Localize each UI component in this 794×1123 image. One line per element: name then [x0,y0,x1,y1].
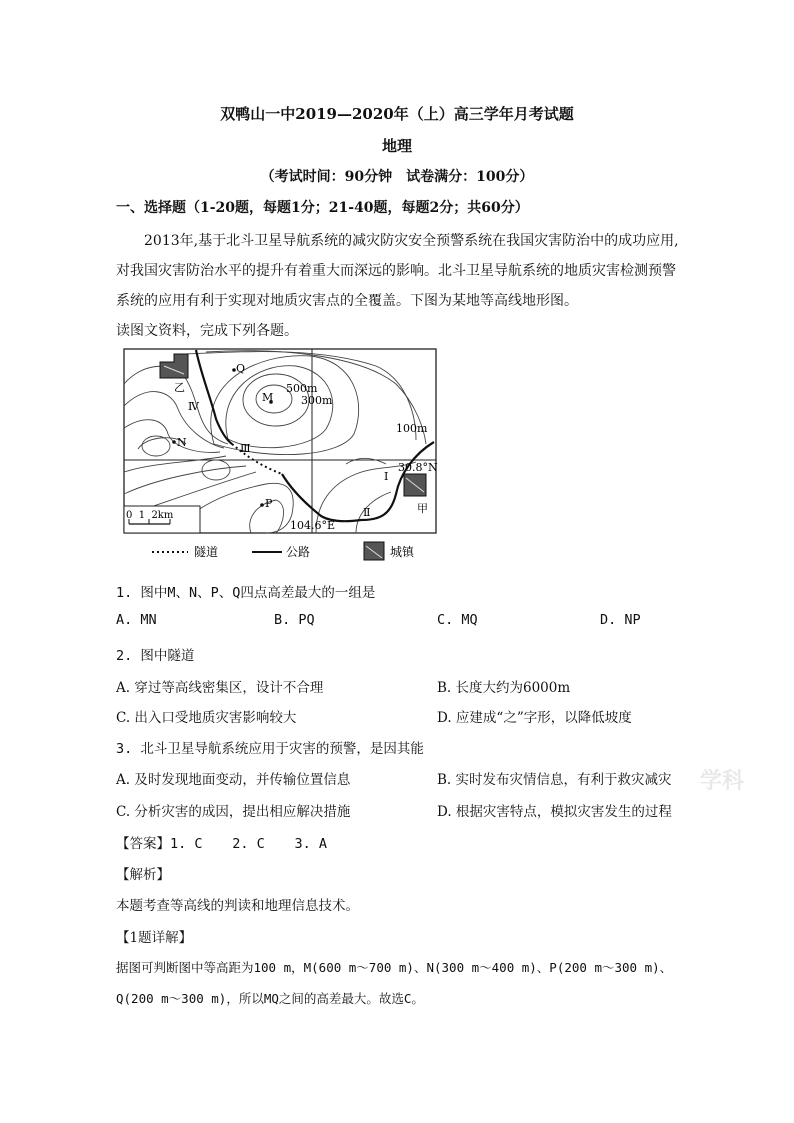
contour-map [116,344,446,569]
question-2-option-c: C. 出入口受地质灾害影响较大 [116,710,297,726]
question-3-stem: 3. 北斗卫星导航系统应用于灾害的预警，是因其能 [116,741,424,757]
road-i-label: Ⅰ [384,470,389,483]
question-2-stem: 2. 图中隧道 [116,648,195,664]
contour-300-label: 300m [301,394,333,407]
map-legend [152,542,415,560]
legend-tunnel-label: 隧道 [194,545,219,559]
question-2-option-a: A. 穿过等高线密集区，设计不合理 [116,680,324,696]
point-p-dot [260,503,264,507]
section-heading: 一、选择题（1-20题，每题1分；21-40题，每题2分；共60分） [116,200,529,216]
point-p-label: P [265,497,273,510]
question-2-option-b: B. 长度大约为6000m [437,680,571,696]
point-n-dot [172,440,176,444]
answer-label: 【答案】 [116,836,170,852]
question-3-option-c: C. 分析灾害的成因，提出相应解决措施 [116,804,351,820]
detail-1-line-2: Q(200 m～300 m)，所以MQ之间的高差最大。故选C。 [116,991,424,1006]
legend-road-label: 公路 [286,545,311,559]
town-jia-symbol [404,474,426,496]
answer-block [116,832,327,852]
question-3-option-d: D. 根据灾害特点，模拟灾害发生的过程 [437,804,672,820]
intro-line-3: 系统的应用有利于实现对地质灾害点的全覆盖。下图为某地等高线地形图。 [116,293,578,309]
answer-text: 1. C 2. C 3. A [170,836,328,852]
town-yi-label: 乙 [174,381,185,394]
legend-town-label: 城镇 [390,545,415,559]
question-1-option-a: A. MN [116,612,157,628]
point-m-label: M [262,391,274,404]
road-iii-label: Ⅲ [240,442,251,455]
scale-bar [124,506,200,533]
watermark: 学科 [700,768,745,794]
road-lines [196,350,434,521]
exam-info: （考试时间：90分钟 试卷满分：100分） [260,169,534,185]
road-ii-label: Ⅱ [363,506,371,519]
analysis-label: 【解析】 [116,867,170,883]
question-1-stem: 1. 图中M、N、P、Q四点高差最大的一组是 [116,585,376,601]
scale-label: 0 1 2km [126,510,174,521]
question-3-option-a: A. 及时发现地面变动，并传输位置信息 [116,772,351,788]
latitude-label: 30.8°N [398,461,438,474]
question-1-option-d: D. NP [600,612,641,628]
question-1-option-c: C. MQ [437,612,478,628]
town-jia-label: 甲 [417,502,428,515]
contour-500-label: 500m [286,382,318,395]
road-iv-label: Ⅳ [188,400,199,413]
analysis-text: 本题考查等高线的判读和地理信息技术。 [116,898,359,914]
detail-1-line-1: 据图可判断图中等高距为100 m，M(600 m～700 m)、N(300 m～400 m)、P(200 m～300 m)、 [116,960,673,975]
question-1-option-b: B. PQ [274,612,315,628]
contour-100-label: 100m [396,422,428,435]
longitude-label: 104.6°E [290,519,336,532]
town-yi-symbol [160,354,188,378]
instruction-line: 读图文资料，完成下列各题。 [116,323,298,339]
question-3-option-b: B. 实时发布灾情信息，有利于救灾减灾 [437,772,672,788]
intro-line-1: 2013年,基于北斗卫星导航系统的减灾防灾安全预警系统在我国灾害防治中的成功应用, [144,233,679,249]
intro-line-2: 对我国灾害防治水平的提升有着重大而深远的影响。北斗卫星导航系统的地质灾害检测预警 [116,263,676,279]
point-q-label: Q [236,362,246,375]
detail-1-label: 【1题详解】 [116,930,193,946]
point-n-label: N [177,436,187,449]
question-2-option-d: D. 应建成“之”字形，以降低坡度 [437,710,632,726]
subject-title: 地理 [381,137,412,155]
exam-title: 双鸭山一中2019—2020年（上）高三学年月考试题 [220,105,574,123]
